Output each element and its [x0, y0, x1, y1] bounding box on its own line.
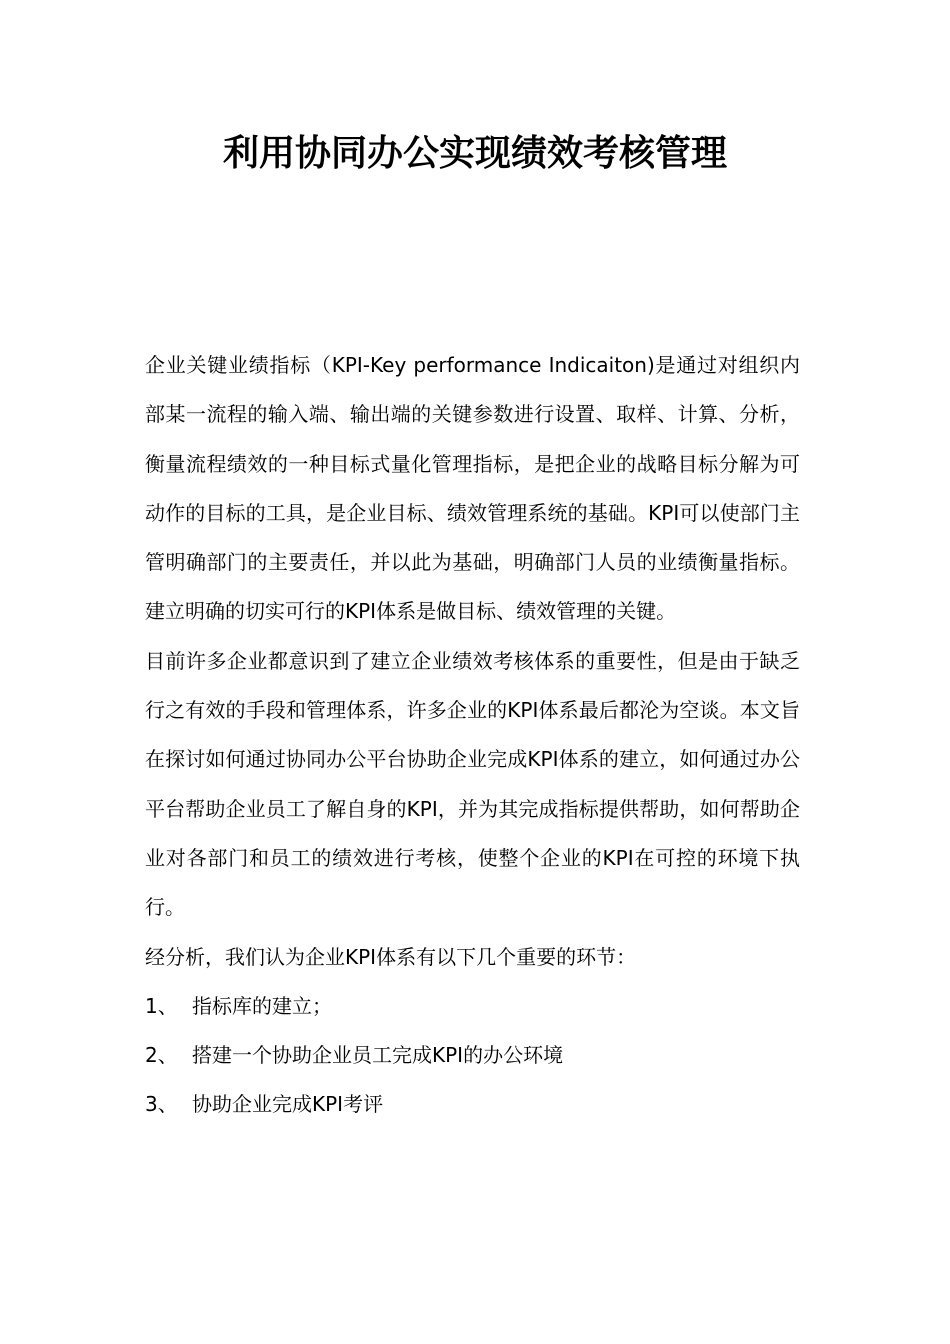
- list-item: [145, 982, 800, 1031]
- list-item-text: 协助企业完成KPI考评: [192, 1092, 384, 1117]
- list-item: [145, 1031, 800, 1080]
- list-item-text: 搭建一个协助企业员工完成KPI的办公环境: [192, 1043, 564, 1068]
- key-steps-list: [145, 982, 800, 1130]
- list-item-number: 1、: [145, 993, 178, 1018]
- paragraph-kpi-definition: 企业关键业绩指标（KPI-Key performance Indicaiton)是通过对组织内部某一流程的输入端、输出端的关键参数进行设置、取样、计算、分析，衡量流程绩效的一种目标式量化管理指标，是把企业的战略目标分解为可动作的目标的工具，是企业目标、绩效管理系统的基础。KPI可以使部门主管明确部门的主要责任，并以此为基础，明确部门人员的业绩衡量指标。建立明确的切实可行的KPI体系是做目标、绩效管理的关键。: [145, 353, 800, 624]
- document-body: [145, 341, 800, 1130]
- document-title: 利用协同办公实现绩效考核管理: [222, 132, 727, 174]
- list-item-number: 2、: [145, 1043, 178, 1068]
- paragraph-analysis-intro: 经分析，我们认为企业KPI体系有以下几个重要的环节：: [145, 944, 637, 969]
- paragraph-kpi-problem: 目前许多企业都意识到了建立企业绩效考核体系的重要性，但是由于缺乏行之有效的手段和管理体系，许多企业的KPI体系最后都沦为空谈。本文旨在探讨如何通过协同办公平台协助企业完成KPI体系的建立，如何通过办公平台帮助企业员工了解自身的KPI，并为其完成指标提供帮助，如何帮助企业对各部门和员工的绩效进行考核，使整个企业的KPI在可控的环境下执行。: [145, 648, 800, 920]
- list-item: [145, 1080, 800, 1129]
- list-item-number: 3、: [145, 1092, 178, 1117]
- list-item-text: 指标库的建立；: [192, 993, 332, 1018]
